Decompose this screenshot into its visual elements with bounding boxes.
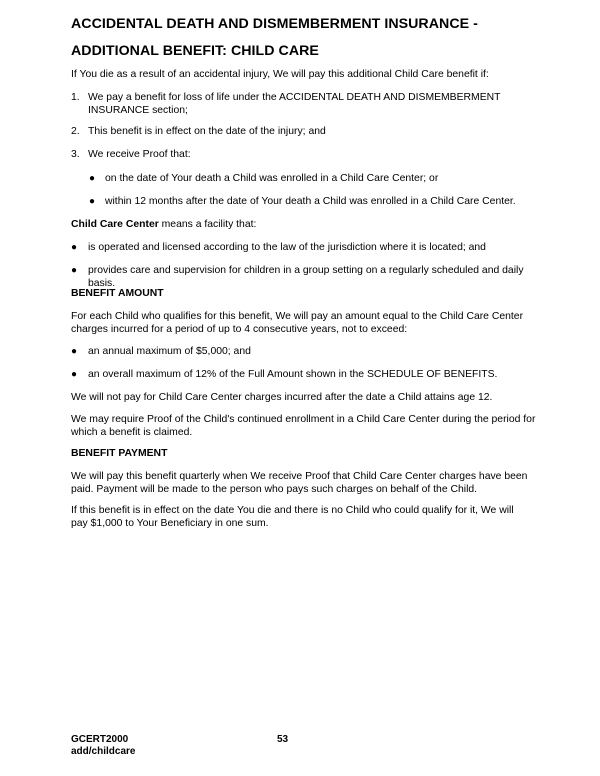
definition-rest: means a facility that: xyxy=(158,219,257,230)
condition-1-number: 1. xyxy=(71,92,80,103)
footer-form: GCERT2000 xyxy=(71,734,129,745)
no-child-text: If this benefit is in effect on the date You die and there is no Child who could qualify for it, We will pay $1,000 to Your Beneficiary in one sum. xyxy=(71,505,514,529)
proof-item-2: within 12 months after the date of Your death a Child was enrolled in a Child Care Center. xyxy=(105,196,516,207)
condition-3-number: 3. xyxy=(71,149,80,160)
page-number: 53 xyxy=(277,734,289,745)
bullet-icon: ● xyxy=(89,173,96,184)
bullet-icon: ● xyxy=(89,196,96,207)
bullet-icon: ● xyxy=(71,265,78,276)
bullet-icon: ● xyxy=(71,346,78,357)
condition-3-text: We receive Proof that: xyxy=(88,149,191,160)
definition-paragraph xyxy=(71,219,551,232)
footer-code: add/childcare xyxy=(71,746,136,757)
benefit-amount-text: For each Child who qualifies for this benefit, We will pay an amount equal to the Child Care Center charges incurred for a period of up to 4 consecutive years, not to exceed: xyxy=(71,311,524,335)
proof-item-1: on the date of Your death a Child was enrolled in a Child Care Center; or xyxy=(105,173,439,184)
facility-item-2: provides care and supervision for children in a group setting on a regularly scheduled and daily basis. xyxy=(88,265,524,289)
title-line-1: ACCIDENTAL DEATH AND DISMEMBERMENT INSURANCE - xyxy=(71,16,478,32)
benefit-payment-heading: BENEFIT PAYMENT xyxy=(71,448,168,459)
bullet-icon: ● xyxy=(71,369,78,380)
benefit-amount-heading: BENEFIT AMOUNT xyxy=(71,288,164,299)
benefit-payment-text: We will pay this benefit quarterly when We receive Proof that Child Care Center charges have been paid. Payment will be made to the person who pays such charges on behalf of the Child. xyxy=(71,471,528,495)
definition-term: Child Care Center xyxy=(71,219,159,230)
proof-note-text: We may require Proof of the Child's continued enrollment in a Child Care Center during the period for which a benefit is claimed. xyxy=(71,414,536,438)
condition-2-number: 2. xyxy=(71,126,80,137)
title-line-2: ADDITIONAL BENEFIT: CHILD CARE xyxy=(71,43,319,59)
age-limit-text: We will not pay for Child Care Center charges incurred after the date a Child attains age 12. xyxy=(71,392,493,403)
condition-2-text: This benefit is in effect on the date of the injury; and xyxy=(88,126,326,137)
intro-text: If You die as a result of an accidental injury, We will pay this additional Child Care benefit if: xyxy=(71,69,489,80)
bullet-icon: ● xyxy=(71,242,78,253)
facility-item-1: is operated and licensed according to the law of the jurisdiction where it is located; and xyxy=(88,242,486,253)
benefit-amount-item-2: an overall maximum of 12% of the Full Amount shown in the SCHEDULE OF BENEFITS. xyxy=(88,369,498,380)
condition-1-text: We pay a benefit for loss of life under the ACCIDENTAL DEATH AND DISMEMBERMENT INSURANCE section; xyxy=(88,92,501,116)
benefit-amount-item-1: an annual maximum of $5,000; and xyxy=(88,346,251,357)
